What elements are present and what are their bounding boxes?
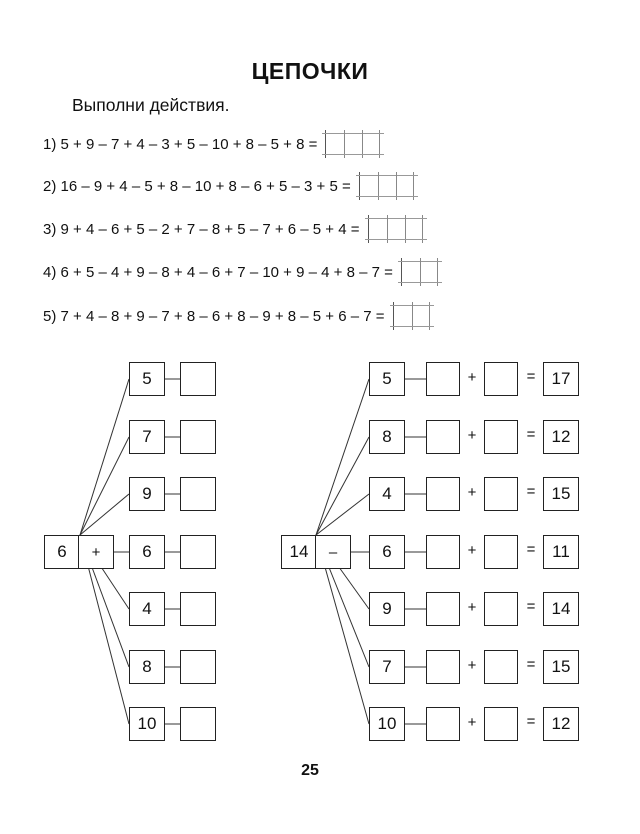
left-answer-box[interactable] xyxy=(180,420,216,454)
equation-text: 5) 7 + 4 – 8 + 9 – 7 + 8 – 6 + 8 – 9 + 8 – 5 + 6 – 7 = xyxy=(43,307,385,325)
left-operator: + xyxy=(78,535,114,569)
plus-sign: + xyxy=(467,369,477,386)
page-number: 25 xyxy=(301,762,319,779)
page-title: ЦЕПОЧКИ xyxy=(251,58,369,84)
left-chain-value: 6 xyxy=(129,535,165,569)
plus-sign: + xyxy=(467,599,477,616)
equals-sign: = xyxy=(526,426,536,443)
right-chain-value: 5 xyxy=(369,362,405,396)
right-result-value: 14 xyxy=(543,592,579,626)
equals-sign: = xyxy=(526,656,536,673)
right-answer-box[interactable] xyxy=(426,420,460,454)
left-answer-box[interactable] xyxy=(180,535,216,569)
left-start-value: 6 xyxy=(44,535,80,569)
left-chain-value: 4 xyxy=(129,592,165,626)
instruction-text: Выполни действия. xyxy=(72,95,230,115)
right-addend-box[interactable] xyxy=(484,362,518,396)
left-answer-box[interactable] xyxy=(180,707,216,741)
right-addend-box[interactable] xyxy=(484,592,518,626)
right-chain-value: 6 xyxy=(369,535,405,569)
right-result-value: 12 xyxy=(543,707,579,741)
right-answer-box[interactable] xyxy=(426,707,460,741)
equation-text: 4) 6 + 5 – 4 + 9 – 8 + 4 – 6 + 7 – 10 + 9 – 4 + 8 – 7 = xyxy=(43,263,393,281)
right-branch-line xyxy=(316,379,369,535)
left-chain-value: 10 xyxy=(129,707,165,741)
plus-sign: + xyxy=(467,427,477,444)
equation-text: 3) 9 + 4 – 6 + 5 – 2 + 7 – 8 + 5 – 7 + 6 – 5 + 4 = xyxy=(43,220,360,238)
right-result-value: 12 xyxy=(543,420,579,454)
right-branch-line xyxy=(316,494,369,535)
left-chain-value: 5 xyxy=(129,362,165,396)
equals-sign: = xyxy=(526,368,536,385)
right-branch-line xyxy=(316,437,369,535)
left-answer-box[interactable] xyxy=(180,592,216,626)
right-chain-value: 7 xyxy=(369,650,405,684)
left-chain-value: 9 xyxy=(129,477,165,511)
plus-sign: + xyxy=(467,484,477,501)
right-result-value: 17 xyxy=(543,362,579,396)
right-addend-box[interactable] xyxy=(484,707,518,741)
right-addend-box[interactable] xyxy=(484,477,518,511)
left-chain-value: 7 xyxy=(129,420,165,454)
right-result-value: 15 xyxy=(543,477,579,511)
right-answer-box[interactable] xyxy=(426,362,460,396)
equals-sign: = xyxy=(526,598,536,615)
right-addend-box[interactable] xyxy=(484,420,518,454)
right-chain-value: 8 xyxy=(369,420,405,454)
right-chain-value: 10 xyxy=(369,707,405,741)
plus-sign: + xyxy=(467,657,477,674)
equals-sign: = xyxy=(526,483,536,500)
left-branch-line xyxy=(80,379,129,535)
right-chain-value: 4 xyxy=(369,477,405,511)
left-branch-line xyxy=(80,494,129,535)
equation-text: 1) 5 + 9 – 7 + 4 – 3 + 5 – 10 + 8 – 5 + 8 = xyxy=(43,135,318,153)
left-answer-box[interactable] xyxy=(180,362,216,396)
right-answer-box[interactable] xyxy=(426,535,460,569)
plus-sign: + xyxy=(467,714,477,731)
right-result-value: 11 xyxy=(543,535,579,569)
right-answer-box[interactable] xyxy=(426,592,460,626)
right-result-value: 15 xyxy=(543,650,579,684)
left-chain-value: 8 xyxy=(129,650,165,684)
right-answer-box[interactable] xyxy=(426,650,460,684)
left-branch-line xyxy=(80,437,129,535)
right-addend-box[interactable] xyxy=(484,535,518,569)
left-answer-box[interactable] xyxy=(180,477,216,511)
right-operator: – xyxy=(315,535,351,569)
equals-sign: = xyxy=(526,713,536,730)
left-answer-box[interactable] xyxy=(180,650,216,684)
right-addend-box[interactable] xyxy=(484,650,518,684)
plus-sign: + xyxy=(467,542,477,559)
right-answer-box[interactable] xyxy=(426,477,460,511)
right-start-value: 14 xyxy=(281,535,317,569)
right-chain-value: 9 xyxy=(369,592,405,626)
equation-text: 2) 16 – 9 + 4 – 5 + 8 – 10 + 8 – 6 + 5 – 3 + 5 = xyxy=(43,177,351,195)
equals-sign: = xyxy=(526,541,536,558)
